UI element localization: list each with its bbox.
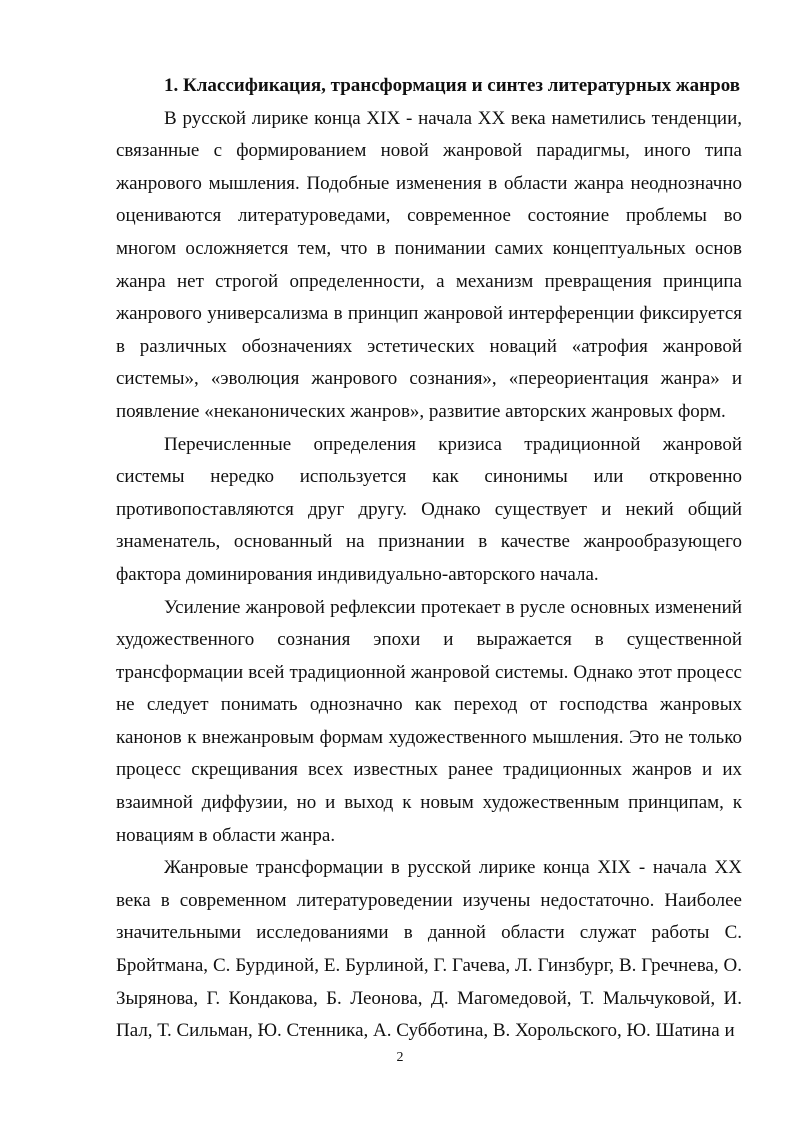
paragraph-4: Жанровые трансформации в русской лирике конца XIX - начала XX века в современном литературоведении изучены недостаточно. Наиболее значительными исследованиями в данной области служат работы С. Бройтмана, С. Бурдиной, Е. Бурлиной, Г. Гачева, Л. Гинзбург, В. Гречнева, О. Зырянова, Г. Кондакова, Б. Леонова, Д. Магомедовой, Т. Мальчуковой, И. Пал, Т. Сильман, Ю. Стенника, А. Субботина, В. Хорольского, Ю. Шатина и: [116, 857, 742, 1042]
page-number: 2: [396, 1050, 404, 1065]
paragraph-2: Перечисленные определения кризиса традиционной жанровой системы нередко используется как синонимы или откровенно противопоставляются друг другу. Однако существует и некий общий знаменатель, основанный на признании в качестве жанрообразующего фактора доминирования индивидуально-авторского начала.: [116, 433, 742, 585]
section-heading: 1. Классификация, трансформация и синтез литературных жанров: [164, 75, 740, 96]
document-page: [116, 70, 742, 1048]
paragraph-1: В русской лирике конца XIX - начала XX века наметились тенденции, связанные с формированием новой жанровой парадигмы, иного типа жанрового мышления. Подобные изменения в области жанра неоднозначно оцениваются литературоведами, современное состояние проблемы во многом осложняется тем, что в понимании самих концептуальных основ жанра нет строгой определенности, а механизм превращения принципа жанрового универсализма в принцип жанровой интерференции фиксируется в различных обозначениях эстетических новаций «атрофия жанровой системы», «эволюция жанрового сознания», «переориентация жанра» и появление «неканонических жанров», развитие авторских жанровых форм.: [116, 107, 742, 422]
paragraph-3: Усиление жанровой рефлексии протекает в русле основных изменений художественного сознания эпохи и выражается в существенной трансформации всей традиционной жанровой системы. Однако этот процесс не следует понимать однозначно как переход от господства жанровых канонов к внежанровым формам художественного мышления. Это не только процесс скрещивания всех известных ранее традиционных жанров и их взаимной диффузии, но и выход к новым художественным принципам, к новациям в области жанра.: [116, 596, 742, 846]
